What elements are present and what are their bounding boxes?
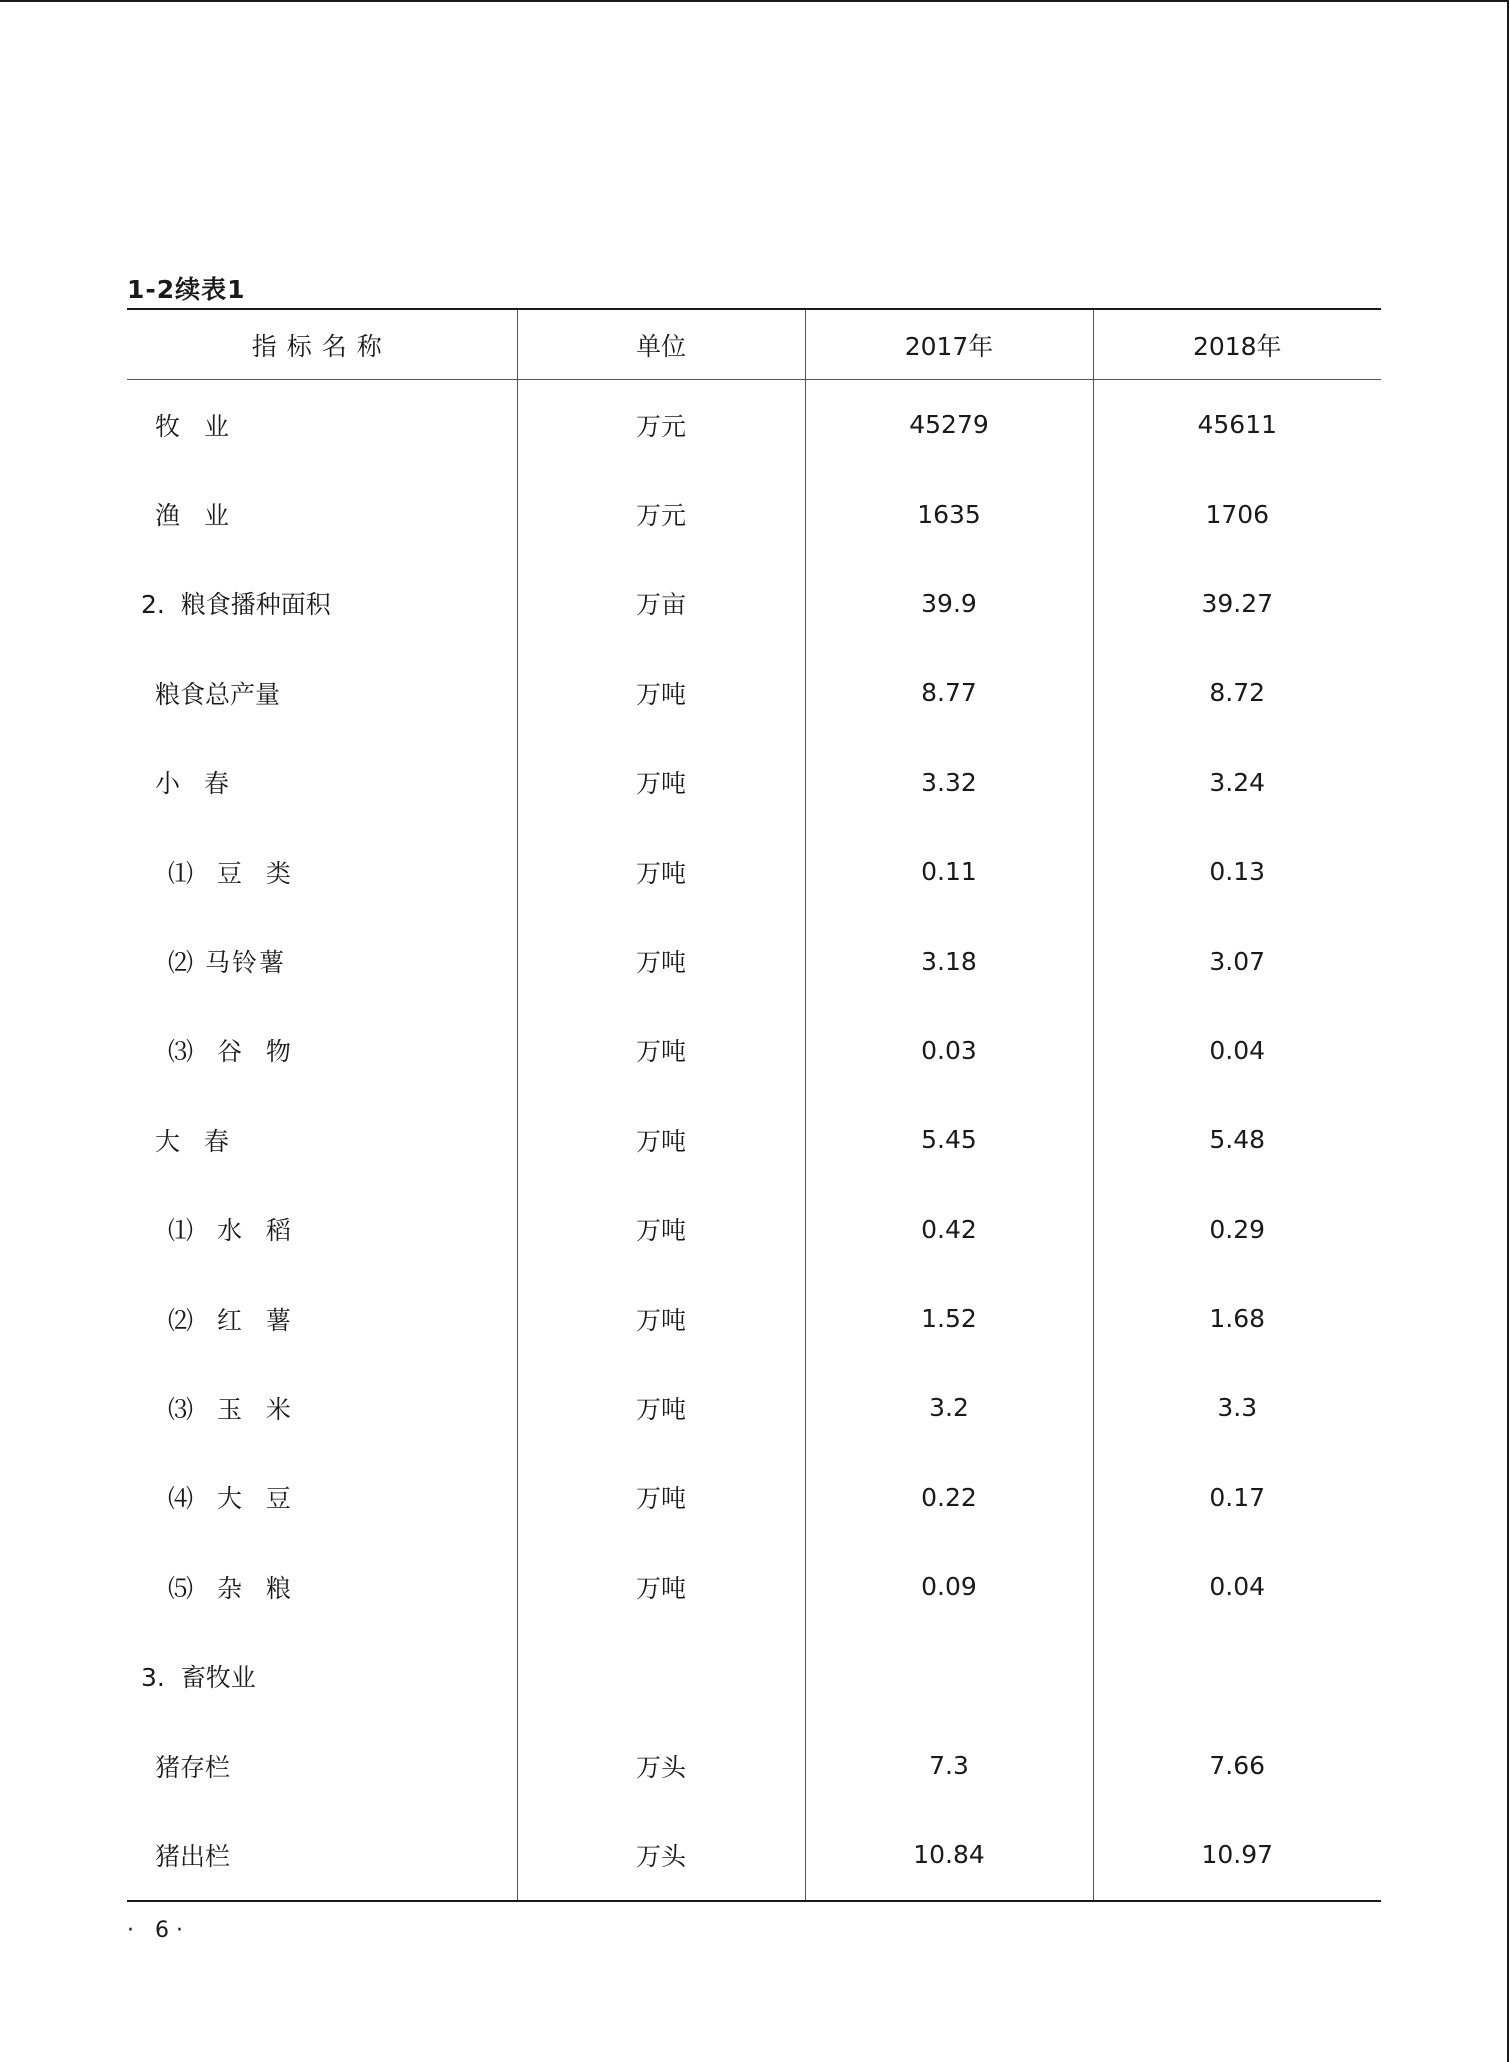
value-2017-cell: 0.11 [805, 827, 1093, 916]
value-2018-cell: 0.13 [1093, 827, 1381, 916]
indicator-name-cell: ⑸ 杂 粮 [168, 1573, 299, 1603]
table-header-row [127, 309, 1381, 380]
table-row [127, 1810, 1381, 1900]
indicator-name-cell: ⑴ 水 稻 [168, 1216, 299, 1246]
indicator-name-cell: 大 春 [155, 1126, 237, 1156]
value-2017-cell: 39.9 [805, 559, 1093, 648]
unit-cell [517, 1631, 805, 1720]
table-row [127, 1185, 1381, 1274]
value-2017-cell: 3.32 [805, 738, 1093, 827]
page-frame-top-border [0, 0, 1509, 2]
value-2018-cell: 7.66 [1093, 1721, 1381, 1810]
column-header-indicator-name: 指标名称 [127, 309, 517, 380]
unit-cell: 万吨 [517, 738, 805, 827]
table-body [127, 380, 1381, 1901]
table-row [127, 1453, 1381, 1542]
unit-cell: 万吨 [517, 1185, 805, 1274]
value-2017-cell: 0.42 [805, 1185, 1093, 1274]
value-2017-cell [805, 1631, 1093, 1720]
unit-cell: 万头 [517, 1721, 805, 1810]
table-row [127, 380, 1381, 470]
value-2018-cell: 3.3 [1093, 1363, 1381, 1452]
unit-cell: 万吨 [517, 1453, 805, 1542]
indicator-name-cell: 渔 业 [155, 501, 237, 531]
statistics-table-container [127, 308, 1381, 1902]
table-row [127, 648, 1381, 737]
indicator-name-cell: 小 春 [155, 769, 237, 799]
table-row [127, 1721, 1381, 1810]
value-2018-cell: 5.48 [1093, 1095, 1381, 1184]
value-2018-cell: 39.27 [1093, 559, 1381, 648]
unit-cell: 万元 [517, 469, 805, 558]
unit-cell: 万吨 [517, 1274, 805, 1363]
unit-cell: 万吨 [517, 1542, 805, 1631]
indicator-name-cell: 3. 畜牧业 [141, 1663, 256, 1693]
table-header [127, 309, 1381, 380]
value-2017-cell: 0.03 [805, 1006, 1093, 1095]
table-row [127, 1274, 1381, 1363]
value-2017-cell: 5.45 [805, 1095, 1093, 1184]
indicator-name-cell: ⑵ 红 薯 [168, 1305, 299, 1335]
unit-cell: 万吨 [517, 1006, 805, 1095]
unit-cell: 万元 [517, 380, 805, 470]
unit-cell: 万吨 [517, 648, 805, 737]
value-2017-cell: 0.09 [805, 1542, 1093, 1631]
value-2018-cell: 3.24 [1093, 738, 1381, 827]
value-2017-cell: 45279 [805, 380, 1093, 470]
value-2018-cell: 1706 [1093, 469, 1381, 558]
column-header-2017: 2017年 [805, 309, 1093, 380]
value-2017-cell: 3.18 [805, 916, 1093, 1005]
value-2017-cell: 7.3 [805, 1721, 1093, 1810]
value-2018-cell: 0.04 [1093, 1006, 1381, 1095]
table-row [127, 827, 1381, 916]
value-2017-cell: 0.22 [805, 1453, 1093, 1542]
table-row [127, 916, 1381, 1005]
value-2018-cell [1093, 1631, 1381, 1720]
table-row [127, 1095, 1381, 1184]
indicator-name-cell: ⑶ 玉 米 [168, 1394, 299, 1424]
unit-cell: 万亩 [517, 559, 805, 648]
unit-cell: 万吨 [517, 827, 805, 916]
indicator-name-cell: ⑵ 马铃薯 [168, 948, 286, 978]
table-row [127, 1006, 1381, 1095]
table-row [127, 1363, 1381, 1452]
value-2018-cell: 3.07 [1093, 916, 1381, 1005]
value-2018-cell: 45611 [1093, 380, 1381, 470]
table-row [127, 738, 1381, 827]
table-row [127, 1542, 1381, 1631]
value-2017-cell: 3.2 [805, 1363, 1093, 1452]
table-row [127, 1631, 1381, 1720]
value-2018-cell: 0.29 [1093, 1185, 1381, 1274]
indicator-name-cell: 猪存栏 [155, 1752, 231, 1782]
unit-cell: 万吨 [517, 1095, 805, 1184]
page-number: · 6 · [127, 1918, 183, 1943]
table-row [127, 469, 1381, 558]
column-header-unit: 单位 [517, 309, 805, 380]
indicator-name-cell: ⑷ 大 豆 [168, 1484, 299, 1514]
indicator-name-cell: 牧 业 [155, 411, 237, 441]
value-2018-cell: 8.72 [1093, 648, 1381, 737]
unit-cell: 万吨 [517, 1363, 805, 1452]
indicator-name-cell: 2. 粮食播种面积 [141, 590, 331, 620]
indicator-name-cell: ⑴ 豆 类 [168, 858, 299, 888]
value-2018-cell: 1.68 [1093, 1274, 1381, 1363]
value-2017-cell: 10.84 [805, 1810, 1093, 1900]
column-header-2018: 2018年 [1093, 309, 1381, 380]
indicator-name-cell: 猪出栏 [127, 1810, 517, 1900]
value-2017-cell: 1.52 [805, 1274, 1093, 1363]
statistics-table [127, 308, 1381, 1902]
table-row [127, 559, 1381, 648]
value-2017-cell: 8.77 [805, 648, 1093, 737]
indicator-name-cell: ⑶ 谷 物 [168, 1037, 299, 1067]
unit-cell: 万吨 [517, 916, 805, 1005]
table-title: 1-2续表1 [127, 275, 246, 304]
unit-cell: 万头 [517, 1810, 805, 1900]
value-2018-cell: 10.97 [1093, 1810, 1381, 1900]
indicator-name-cell: 粮食总产量 [155, 679, 281, 709]
value-2018-cell: 0.17 [1093, 1453, 1381, 1542]
value-2017-cell: 1635 [805, 469, 1093, 558]
value-2018-cell: 0.04 [1093, 1542, 1381, 1631]
